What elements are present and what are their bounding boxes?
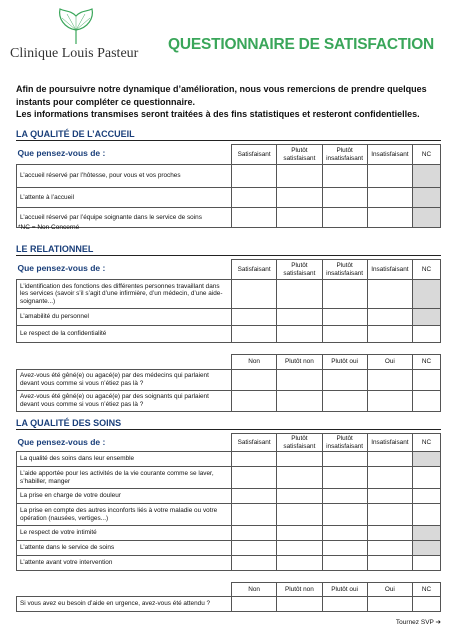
answer-cell[interactable] bbox=[232, 452, 277, 467]
section-title-accueil: LA QUALITÉ DE L’ACCUEIL bbox=[16, 129, 135, 139]
answer-cell-nc bbox=[413, 526, 441, 541]
answer-cell[interactable] bbox=[232, 489, 277, 504]
answer-cell[interactable] bbox=[277, 326, 322, 343]
answer-cell-nc bbox=[413, 188, 441, 208]
answer-cell-nc bbox=[413, 309, 441, 326]
answer-cell[interactable] bbox=[413, 556, 441, 571]
scale-plutot-satisfaisant: Plutôt satisfaisant bbox=[277, 145, 322, 165]
scale-plutot-insatisfaisant: Plutôt insatisfaisant bbox=[322, 434, 367, 452]
soins-yesno-label: Si vous avez eu besoin d’aide en urgence, avez-vous été attendu ? bbox=[17, 597, 232, 612]
answer-cell[interactable] bbox=[322, 165, 367, 188]
section-rule bbox=[16, 255, 441, 256]
relationnel-item-label: L’identification des fonctions des différentes personnes travaillant dans les services (savoir s’il s’agit d’une infirmière, d’un médecin, d’une aide-soignante...) bbox=[17, 280, 232, 309]
soins-item-label: L’aide apportée pour les activités de la vie courante comme se laver, s’habiller, manger bbox=[17, 467, 232, 489]
answer-cell-nc bbox=[413, 541, 441, 556]
intro-text bbox=[16, 83, 441, 121]
answer-cell[interactable] bbox=[322, 597, 367, 612]
scale-satisfaisant: Satisfaisant bbox=[232, 434, 277, 452]
scale-plutot-oui: Plutôt oui bbox=[322, 355, 367, 370]
answer-cell[interactable] bbox=[367, 165, 412, 188]
section-title-soins: LA QUALITÉ DES SOINS bbox=[16, 418, 122, 428]
scale-satisfaisant: Satisfaisant bbox=[232, 260, 277, 280]
answer-cell[interactable] bbox=[322, 489, 367, 504]
question-label: Que pensez-vous de : bbox=[17, 145, 232, 165]
answer-cell[interactable] bbox=[322, 391, 367, 412]
answer-cell[interactable] bbox=[322, 370, 367, 391]
answer-cell[interactable] bbox=[232, 391, 277, 412]
scale-plutot-oui: Plutôt oui bbox=[322, 583, 367, 597]
answer-cell[interactable] bbox=[277, 526, 322, 541]
clinic-name: Clinique Louis Pasteur bbox=[10, 46, 139, 61]
scale-non: Non bbox=[232, 355, 277, 370]
answer-cell[interactable] bbox=[277, 370, 322, 391]
accueil-item-label: L’attente à l’accueil bbox=[17, 188, 232, 208]
soins-item-label: La prise en charge de votre douleur bbox=[17, 489, 232, 504]
clinic-logo bbox=[10, 6, 139, 68]
soins-item-label: La qualité des soins dans leur ensemble bbox=[17, 452, 232, 467]
answer-cell[interactable] bbox=[413, 370, 441, 391]
answer-cell[interactable] bbox=[367, 309, 412, 326]
scale-insatisfaisant: Insatisfaisant bbox=[367, 434, 412, 452]
answer-cell[interactable] bbox=[277, 391, 322, 412]
answer-cell[interactable] bbox=[367, 556, 412, 571]
answer-cell[interactable] bbox=[322, 280, 367, 309]
answer-cell[interactable] bbox=[367, 208, 412, 228]
soins-item-label: Le respect de votre intimité bbox=[17, 526, 232, 541]
section-title-relationnel: LE RELATIONNEL bbox=[16, 244, 94, 254]
scale-plutot-insatisfaisant: Plutôt insatisfaisant bbox=[322, 145, 367, 165]
answer-cell[interactable] bbox=[277, 597, 322, 612]
section-rule bbox=[16, 429, 441, 430]
soins-table bbox=[16, 433, 441, 612]
answer-cell[interactable] bbox=[232, 188, 277, 208]
soins-item-label: L’attente avant votre intervention bbox=[17, 556, 232, 571]
soins-item-label: L’attente dans le service de soins bbox=[17, 541, 232, 556]
turn-page-note: Tournez SVP ➔ bbox=[395, 619, 441, 626]
answer-cell[interactable] bbox=[367, 370, 412, 391]
scale-satisfaisant: Satisfaisant bbox=[232, 145, 277, 165]
answer-cell[interactable] bbox=[277, 467, 322, 489]
answer-cell[interactable] bbox=[367, 504, 412, 526]
answer-cell[interactable] bbox=[277, 309, 322, 326]
answer-cell[interactable] bbox=[322, 326, 367, 343]
answer-cell[interactable] bbox=[322, 541, 367, 556]
intro-line-2: Les informations transmises seront traitées à des fins statistiques et resteront confidentielles. bbox=[16, 109, 420, 119]
answer-cell-nc bbox=[413, 280, 441, 309]
scale-plutot-non: Plutôt non bbox=[277, 583, 322, 597]
section-rule bbox=[16, 140, 441, 141]
soins-item-label: La prise en compte des autres inconforts liés à votre maladie ou votre opération (nausées, vertiges...) bbox=[17, 504, 232, 526]
answer-cell[interactable] bbox=[367, 326, 412, 343]
answer-cell[interactable] bbox=[277, 452, 322, 467]
answer-cell[interactable] bbox=[367, 188, 412, 208]
answer-cell[interactable] bbox=[232, 309, 277, 326]
answer-cell[interactable] bbox=[277, 188, 322, 208]
answer-cell[interactable] bbox=[232, 541, 277, 556]
accueil-table bbox=[16, 144, 441, 228]
answer-cell[interactable] bbox=[367, 467, 412, 489]
accueil-item-label: L’accueil réservé par l’hôtesse, pour vous et vos proches bbox=[17, 165, 232, 188]
answer-cell[interactable] bbox=[322, 208, 367, 228]
answer-cell[interactable] bbox=[413, 391, 441, 412]
answer-cell[interactable] bbox=[413, 467, 441, 489]
scale-nc: NC bbox=[413, 145, 441, 165]
answer-cell[interactable] bbox=[413, 504, 441, 526]
answer-cell[interactable] bbox=[367, 452, 412, 467]
scale-plutot-satisfaisant: Plutôt satisfaisant bbox=[277, 434, 322, 452]
answer-cell[interactable] bbox=[232, 280, 277, 309]
relationnel-yesno-label: Avez-vous été gêné(e) ou agacé(e) par des médecins qui parlaient devant vous comme si vous n’étiez pas là ? bbox=[17, 370, 232, 391]
accueil-item-label: L’accueil réservé par l’équipe soignante dans le service de soins bbox=[17, 208, 232, 228]
answer-cell[interactable] bbox=[322, 309, 367, 326]
scale-nc: NC bbox=[413, 583, 441, 597]
answer-cell[interactable] bbox=[232, 526, 277, 541]
scale-oui: Oui bbox=[367, 355, 412, 370]
relationnel-item-label: Le respect de la confidentialité bbox=[17, 326, 232, 343]
answer-cell[interactable] bbox=[277, 489, 322, 504]
scale-plutot-non: Plutôt non bbox=[277, 355, 322, 370]
answer-cell[interactable] bbox=[322, 556, 367, 571]
answer-cell[interactable] bbox=[232, 208, 277, 228]
ginkgo-leaf-icon bbox=[56, 6, 96, 46]
answer-cell-nc bbox=[413, 165, 441, 188]
scale-nc: NC bbox=[413, 434, 441, 452]
answer-cell[interactable] bbox=[232, 597, 277, 612]
answer-cell[interactable] bbox=[367, 489, 412, 504]
answer-cell[interactable] bbox=[232, 504, 277, 526]
page-title: QUESTIONNAIRE DE SATISFACTION bbox=[168, 36, 435, 53]
answer-cell[interactable] bbox=[277, 556, 322, 571]
answer-cell[interactable] bbox=[367, 541, 412, 556]
answer-cell[interactable] bbox=[367, 280, 412, 309]
answer-cell[interactable] bbox=[232, 467, 277, 489]
question-label: Que pensez-vous de : bbox=[17, 260, 232, 280]
answer-cell[interactable] bbox=[322, 452, 367, 467]
question-label: Que pensez-vous de : bbox=[17, 434, 232, 452]
scale-nc: NC bbox=[413, 355, 441, 370]
relationnel-table bbox=[16, 259, 441, 412]
scale-insatisfaisant: Insatisfaisant bbox=[367, 260, 412, 280]
scale-plutot-insatisfaisant: Plutôt insatisfaisant bbox=[322, 260, 367, 280]
scale-nc: NC bbox=[413, 260, 441, 280]
nc-note: *NC = Non Concerné bbox=[18, 224, 80, 231]
answer-cell[interactable] bbox=[367, 597, 412, 612]
answer-cell[interactable] bbox=[322, 188, 367, 208]
answer-cell[interactable] bbox=[413, 326, 441, 343]
scale-non: Non bbox=[232, 583, 277, 597]
answer-cell[interactable] bbox=[322, 526, 367, 541]
answer-cell[interactable] bbox=[277, 504, 322, 526]
answer-cell-nc bbox=[413, 452, 441, 467]
scale-insatisfaisant: Insatisfaisant bbox=[367, 145, 412, 165]
answer-cell[interactable] bbox=[277, 541, 322, 556]
answer-cell-nc bbox=[413, 208, 441, 228]
answer-cell[interactable] bbox=[277, 208, 322, 228]
answer-cell[interactable] bbox=[322, 504, 367, 526]
relationnel-item-label: L’amabilité du personnel bbox=[17, 309, 232, 326]
answer-cell[interactable] bbox=[277, 165, 322, 188]
answer-cell[interactable] bbox=[367, 526, 412, 541]
relationnel-yesno-label: Avez-vous été gêné(e) ou agacé(e) par des soignants qui parlaient devant vous comme si vous n’étiez pas là ? bbox=[17, 391, 232, 412]
answer-cell[interactable] bbox=[413, 489, 441, 504]
answer-cell[interactable] bbox=[232, 370, 277, 391]
answer-cell[interactable] bbox=[232, 165, 277, 188]
answer-cell[interactable] bbox=[232, 326, 277, 343]
scale-plutot-satisfaisant: Plutôt satisfaisant bbox=[277, 260, 322, 280]
intro-line-1: Afin de poursuivre notre dynamique d’amélioration, nous vous remercions de prendre quelques instants pour compléter ce questionnaire. bbox=[16, 84, 427, 107]
answer-cell[interactable] bbox=[367, 391, 412, 412]
scale-oui: Oui bbox=[367, 583, 412, 597]
answer-cell[interactable] bbox=[277, 280, 322, 309]
answer-cell[interactable] bbox=[232, 556, 277, 571]
answer-cell[interactable] bbox=[413, 597, 441, 612]
answer-cell[interactable] bbox=[322, 467, 367, 489]
